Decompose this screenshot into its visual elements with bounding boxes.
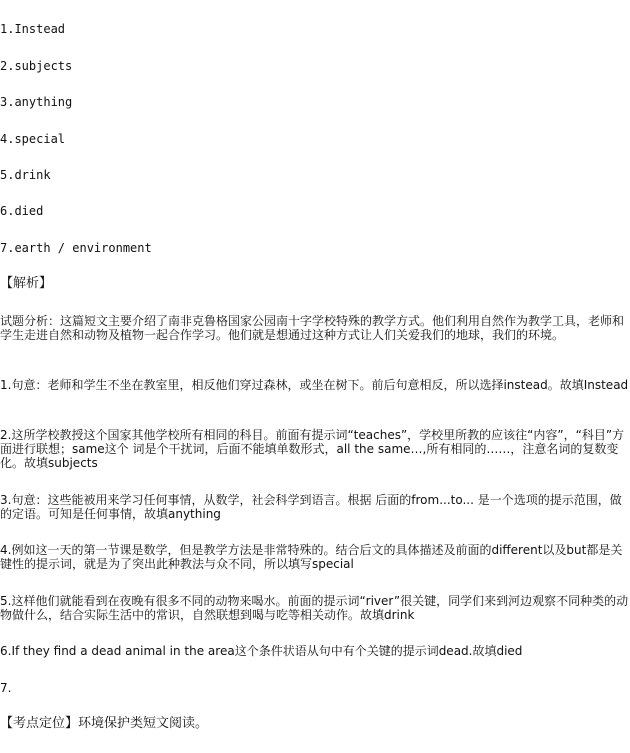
- topic-footer: 【考点定位】环境保护类短文阅读。: [0, 716, 209, 731]
- answer-4: 4.special: [0, 132, 66, 146]
- explanation-3: 3.句意：这些能被用来学习任何事情，从数学，社会科学到语言。根据 后面的from...to... 是一个选项的提示范围，做的定语。可知是任何事情，故填anything: [0, 493, 622, 521]
- explanation-1: 1.句意：老师和学生不坐在教室里，相反他们穿过森林，或坐在树下。前后句意相反，所以选择instead。故填Instead: [0, 378, 629, 392]
- answer-6: 6.died: [0, 204, 44, 218]
- explanation-4: 4.例如这一天的第一节课是数学，但是教学方法是非常特殊的。结合后文的具体描述及前面的different以及but都是关键性的提示词，就是为了突出此种教法与众不同，所以填写special: [0, 543, 623, 571]
- analysis-heading: 【解析】: [0, 276, 53, 291]
- explanation-6: 6.If they find a dead animal in the area这个条件状语从句中有个关键的提示词dead.故填died: [0, 644, 523, 658]
- answer-7: 7.earth / environment: [0, 241, 152, 255]
- summary-paragraph: 试题分析：这篇短文主要介绍了南非克鲁格国家公园南十字学校特殊的教学方式。他们利用自然作为教学工具，老师和学生走进自然和动物及植物一起合作学习。他们就是想通过这种方式让人们关爱我们的地球，我们的环境。: [0, 314, 625, 342]
- answer-5: 5.drink: [0, 168, 51, 182]
- explanation-2: 2.这所学校教授这个国家其他学校所有相同的科目。前面有提示词“teaches”，学校里所教的应该往“内容”，“科目”方面进行联想；same这个 词是个干扰词，后面不能填单数形式，all the same…,所有相同的……，注意名词的复数变化。故填subjects: [0, 428, 625, 470]
- answer-1: 1.Instead: [0, 22, 66, 36]
- answer-2: 2.subjects: [0, 59, 73, 73]
- answer-3: 3.anything: [0, 95, 73, 109]
- explanation-7: 7.: [0, 681, 12, 695]
- explanation-5: 5.这样他们就能看到在夜晚有很多不同的动物来喝水。前面的提示词“river”很关键，同学们来到河边观察不同种类的动物做什么，结合实际生活中的常识，自然联想到喝与吃等相关动作。故填drink: [0, 594, 629, 622]
